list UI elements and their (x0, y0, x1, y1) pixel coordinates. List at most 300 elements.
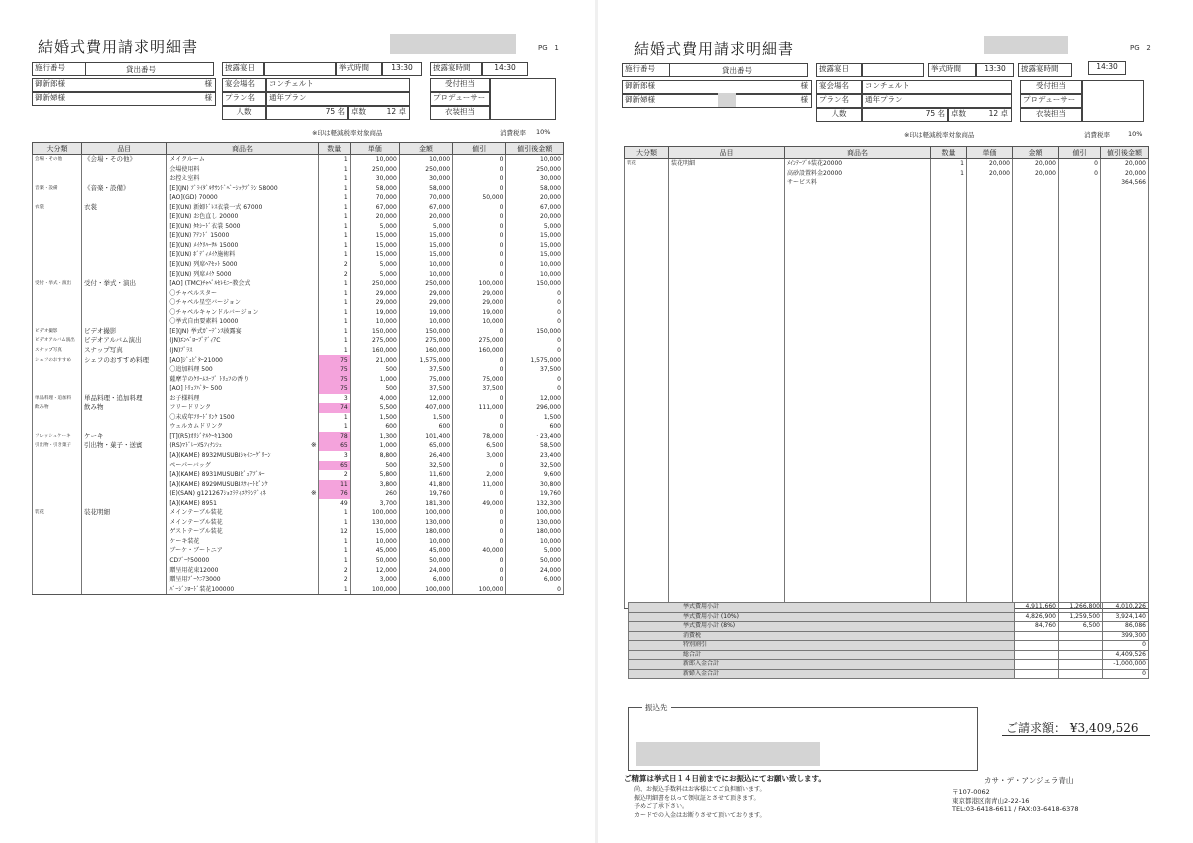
empty-cell (1013, 359, 1059, 369)
category-cell (33, 413, 82, 423)
summary-label: 挙式費用小計 (10%) (629, 612, 1015, 622)
category-cell: 飲み物 (33, 403, 82, 413)
empty-cell (1059, 522, 1101, 532)
net-amount-cell: 130,000 (506, 518, 564, 528)
product-cell: [E](JN) 挙式ｶﾞｰﾃﾞﾝｽ披露宴 (167, 327, 318, 337)
column-header: 値引後金額 (1101, 147, 1149, 159)
table-row (33, 527, 564, 537)
empty-cell (931, 522, 967, 532)
category-cell (33, 537, 82, 547)
discount-cell: 0 (453, 527, 506, 537)
item-cell (82, 270, 167, 280)
empty-cell (785, 274, 931, 284)
unit-price-cell: 600 (350, 422, 399, 432)
item-cell (82, 298, 167, 308)
empty-cell (1059, 579, 1101, 589)
unit-price-cell: 250,000 (350, 279, 399, 289)
product-cell: 〇追加料理 500 (167, 365, 318, 375)
amount-cell: 20,000 (399, 212, 452, 222)
net-amount-cell: 9,600 (506, 470, 564, 480)
redacted-name (718, 93, 736, 107)
table-row (33, 308, 564, 318)
empty-cell (1101, 570, 1149, 580)
empty-cell (1013, 293, 1059, 303)
item-cell: シェフのおすすめ料理 (82, 355, 167, 365)
empty-cell (625, 436, 669, 446)
item-cell (82, 384, 167, 394)
category-cell: 引出物・引き菓子 (33, 441, 82, 451)
item-cell (82, 174, 167, 184)
amount-cell: 11,600 (399, 470, 452, 480)
empty-cell (967, 321, 1013, 331)
qty-cell: 78 (318, 432, 350, 442)
empty-cell (1013, 570, 1059, 580)
qty-cell: 1 (318, 585, 350, 595)
item-cell (82, 308, 167, 318)
empty-cell (967, 369, 1013, 379)
empty-cell (1101, 264, 1149, 274)
empty-cell (967, 359, 1013, 369)
table-row (625, 331, 1149, 341)
empty-cell (1101, 188, 1149, 198)
product-cell: 高砂設置料金20000 (785, 169, 931, 179)
amount-cell: 15,000 (399, 231, 452, 241)
empty-cell (625, 312, 669, 322)
empty-cell (669, 398, 785, 408)
empty-cell (1059, 388, 1101, 398)
qty-cell: 1 (318, 308, 350, 318)
table-row (625, 369, 1149, 379)
product-cell: [AO] (TMC)ﾁｬﾍﾟﾙｾﾚﾓﾆｰ教会式 (167, 279, 318, 289)
venue-label: 宴会場名 (222, 78, 266, 92)
empty-cell (1101, 550, 1149, 560)
plan-label-2: プラン名 (816, 94, 862, 108)
empty-cell (1101, 512, 1149, 522)
kashidashi-label-2: 貸出番号 (722, 66, 752, 75)
empty-cell (1101, 407, 1149, 417)
item-cell (82, 422, 167, 432)
amount-cell: 12,000 (399, 394, 452, 404)
discount-cell: 0 (1059, 159, 1101, 169)
net-amount-cell: 296,000 (506, 403, 564, 413)
empty-cell (1013, 589, 1059, 599)
category-cell (33, 270, 82, 280)
qty-cell: 1 (318, 546, 350, 556)
item-cell: 《音楽・設備》 (82, 184, 167, 194)
empty-cell (1013, 340, 1059, 350)
table-row (33, 327, 564, 337)
amount-cell: 50,000 (399, 556, 452, 566)
empty-cell (785, 512, 931, 522)
empty-cell (625, 293, 669, 303)
amount-cell: 15,000 (399, 250, 452, 260)
table-row (33, 461, 564, 471)
empty-cell (967, 283, 1013, 293)
item-cell (82, 489, 167, 499)
table-row (33, 546, 564, 556)
unit-price-cell: 260 (350, 489, 399, 499)
redacted-bank (636, 742, 820, 766)
category-cell: 装花 (625, 159, 669, 169)
category-cell: 受付・挙式・演出 (33, 279, 82, 289)
unit-price-cell: 150,000 (350, 327, 399, 337)
net-amount-cell: 12,000 (506, 394, 564, 404)
empty-cell (625, 484, 669, 494)
doc-title: 結婚式費用請求明細書 (38, 38, 199, 56)
empty-cell (625, 379, 669, 389)
net-amount-cell: 600 (506, 422, 564, 432)
empty-cell (625, 235, 669, 245)
empty-cell (1013, 417, 1059, 427)
empty-cell (625, 531, 669, 541)
qty-cell: 1 (318, 203, 350, 213)
empty-cell (785, 321, 931, 331)
qty-cell: 75 (318, 355, 350, 365)
venue-value-2: コンチェルト (862, 80, 1012, 94)
empty-cell (1101, 493, 1149, 503)
qty-cell: 1 (318, 184, 350, 194)
empty-cell (967, 426, 1013, 436)
category-cell (33, 527, 82, 537)
net-amount-cell: 37,500 (506, 365, 564, 375)
product-cell: [E](JN) ﾌﾞﾗｲﾀﾞﾙｻｳﾝﾄﾞﾍﾞｰｼｯｸﾌﾟﾗﾝ 58000 (167, 184, 318, 194)
summary-value (1059, 660, 1103, 670)
category-cell (33, 241, 82, 251)
empty-cell (967, 245, 1013, 255)
empty-cell (967, 531, 1013, 541)
table-row (33, 203, 564, 213)
discount-cell: 0 (453, 231, 506, 241)
empty-cell (931, 188, 967, 198)
qty-cell: 2 (318, 575, 350, 585)
qty-cell: 1 (318, 231, 350, 241)
net-amount-cell: 10,000 (506, 155, 564, 165)
table-row (625, 493, 1149, 503)
table-row (33, 403, 564, 413)
product-cell: [AO](GD) 70000 (167, 193, 318, 203)
table-row (33, 336, 564, 346)
venue-label-2: 宴会場名 (816, 80, 862, 94)
unit-price-cell: 21,000 (350, 355, 399, 365)
empty-cell (1059, 560, 1101, 570)
product-cell: メイクルーム (167, 155, 318, 165)
discount-cell: 0 (453, 422, 506, 432)
product-cell: [AO] ﾄﾘｭﾌﾊﾞﾀｰ 500 (167, 384, 318, 394)
empty-cell (1059, 512, 1101, 522)
plan-value: 通年プラン (266, 92, 410, 106)
table-row (625, 379, 1149, 389)
empty-cell (967, 197, 1013, 207)
empty-cell (669, 522, 785, 532)
empty-cell (785, 254, 931, 264)
discount-cell: 0 (453, 222, 506, 232)
empty-cell (785, 350, 931, 360)
empty-cell (785, 455, 931, 465)
reduced-tax-mark: ※ (310, 489, 317, 498)
table-row (33, 575, 564, 585)
empty-cell (1101, 274, 1149, 284)
net-amount-cell: 180,000 (506, 527, 564, 537)
net-amount-cell: 0 (506, 336, 564, 346)
empty-cell (967, 388, 1013, 398)
unit-price-cell: 45,000 (350, 546, 399, 556)
empty-cell (931, 245, 967, 255)
summary-row (629, 650, 1149, 660)
empty-cell (625, 254, 669, 264)
empty-cell (931, 235, 967, 245)
empty-cell (669, 474, 785, 484)
table-row (33, 451, 564, 461)
empty-cell (785, 264, 931, 274)
unit-price-cell: 15,000 (350, 241, 399, 251)
empty-cell (1059, 312, 1101, 322)
item-cell (82, 470, 167, 480)
bride-row-2: 御新婦様 様 (622, 94, 812, 108)
empty-cell (669, 331, 785, 341)
net-amount-cell: 1,500 (506, 413, 564, 423)
item-cell (82, 480, 167, 490)
empty-cell (1013, 388, 1059, 398)
plan-label: プラン名 (222, 92, 266, 106)
discount-cell: 0 (453, 212, 506, 222)
empty-cell (1013, 503, 1059, 513)
empty-cell (669, 484, 785, 494)
item-cell (82, 556, 167, 566)
item-cell (82, 289, 167, 299)
empty-cell (931, 579, 967, 589)
category-cell: 会場・その他 (33, 155, 82, 165)
category-cell (33, 566, 82, 576)
table-row (625, 474, 1149, 484)
tax-rate-label: 消費税率 (500, 129, 526, 137)
empty-cell (785, 465, 931, 475)
table-row (33, 212, 564, 222)
category-cell (33, 384, 82, 394)
table-row (625, 407, 1149, 417)
amount-cell: 45,000 (399, 546, 452, 556)
empty-cell (1013, 407, 1059, 417)
discount-cell: 160,000 (453, 346, 506, 356)
table-row (33, 355, 564, 365)
item-cell (82, 527, 167, 537)
empty-cell (967, 216, 1013, 226)
empty-cell (1059, 455, 1101, 465)
qty-cell: 1 (318, 518, 350, 528)
ninzu-label-2: 人数 (816, 108, 862, 122)
empty-cell (625, 398, 669, 408)
empty-cell (931, 293, 967, 303)
empty-cell (1101, 465, 1149, 475)
empty-cell (931, 388, 967, 398)
empty-cell (669, 503, 785, 513)
table-row (33, 193, 564, 203)
net-amount-cell: 10,000 (506, 537, 564, 547)
empty-cell (931, 274, 967, 284)
amount-cell: 30,000 (399, 174, 452, 184)
item-cell (82, 375, 167, 385)
empty-cell (967, 493, 1013, 503)
table-row (625, 312, 1149, 322)
empty-cell (1013, 245, 1059, 255)
product-cell: お控え室料 (167, 174, 318, 184)
unit-price-cell: 1,500 (350, 413, 399, 423)
items-table-page1 (32, 142, 564, 595)
empty-cell (785, 398, 931, 408)
invoice-page-2 (598, 0, 1193, 843)
summary-value: 6,500 (1059, 622, 1103, 632)
qty-cell (931, 178, 967, 188)
item-cell (82, 451, 167, 461)
unit-price-cell: 1,000 (350, 441, 399, 451)
summary-label: 総合計 (629, 650, 1015, 660)
item-cell: 装花明細 (669, 159, 785, 169)
product-cell: [E](UN) ｱﾃﾝﾄﾞ 15000 (167, 231, 318, 241)
amount-cell: 75,000 (399, 375, 452, 385)
table-row (625, 359, 1149, 369)
net-amount-cell: 24,000 (506, 566, 564, 576)
unit-price-cell: 19,000 (350, 308, 399, 318)
empty-cell (967, 312, 1013, 322)
table-row (625, 340, 1149, 350)
empty-cell (625, 579, 669, 589)
product-cell: ブーケ・ブートニア (167, 546, 318, 556)
qty-cell: 75 (318, 375, 350, 385)
table-row (33, 270, 564, 280)
net-amount-cell: 250,000 (506, 165, 564, 175)
empty-cell (625, 188, 669, 198)
amount-cell: 600 (399, 422, 452, 432)
table-row (625, 226, 1149, 236)
product-cell: [E](UN) ﾀｷｼｰﾄﾞ衣裳 5000 (167, 222, 318, 232)
empty-cell (931, 321, 967, 331)
discount-cell: 0 (453, 461, 506, 471)
empty-cell (1059, 541, 1101, 551)
empty-cell (1059, 407, 1101, 417)
category-cell: フレッシュケーキ (33, 432, 82, 442)
unit-price-cell: 275,000 (350, 336, 399, 346)
table-row (33, 480, 564, 490)
qty-cell: 2 (318, 470, 350, 480)
category-cell (33, 260, 82, 270)
category-cell (33, 451, 82, 461)
ninzu-value: 75 名 (266, 106, 348, 120)
net-amount-cell: 30,800 (506, 480, 564, 490)
empty-cell (1013, 207, 1059, 217)
summary-value (1015, 641, 1059, 651)
table-row (33, 499, 564, 509)
unit-price-cell: 20,000 (967, 169, 1013, 179)
empty-cell (1101, 398, 1149, 408)
qty-cell: 1 (318, 155, 350, 165)
empty-cell (1013, 455, 1059, 465)
empty-cell (931, 465, 967, 475)
amount-cell: 26,400 (399, 451, 452, 461)
empty-cell (785, 570, 931, 580)
product-cell: [A](KAME) 8932MUSUBIｼｬｲﾆｰｸﾞﾘｰﾝ (167, 451, 318, 461)
unit-price-cell: 58,000 (350, 184, 399, 194)
product-cell: [E](UN) 新婦ﾄﾞﾚｽ衣裳一式 67000 (167, 203, 318, 213)
hiroen-time: 14:30 (482, 62, 528, 76)
empty-cell (967, 293, 1013, 303)
table-row (625, 264, 1149, 274)
unit-price-cell: 20,000 (967, 159, 1013, 169)
table-row (625, 522, 1149, 532)
qty-cell: 1 (318, 317, 350, 327)
table-row (625, 197, 1149, 207)
empty-cell (1101, 436, 1149, 446)
empty-cell (625, 359, 669, 369)
empty-cell (967, 436, 1013, 446)
table-row (625, 550, 1149, 560)
ninzu-label: 人数 (222, 106, 266, 120)
empty-cell (625, 331, 669, 341)
table-row (625, 169, 1149, 179)
empty-cell (1013, 188, 1059, 198)
qty-cell: 1 (931, 169, 967, 179)
amount-cell: 37,500 (399, 384, 452, 394)
amount-cell: 20,000 (1013, 159, 1059, 169)
category-cell: 衣裳 (33, 203, 82, 213)
table-row (625, 188, 1149, 198)
empty-cell (785, 369, 931, 379)
empty-cell (625, 388, 669, 398)
empty-cell (625, 302, 669, 312)
qty-cell: 11 (318, 480, 350, 490)
item-cell (82, 518, 167, 528)
item-cell: ビデオアルバム演出 (82, 336, 167, 346)
bride-row: 御新婦様 様 (32, 92, 216, 106)
unit-price-cell: 3,800 (350, 480, 399, 490)
item-cell (82, 212, 167, 222)
unit-price-cell: 500 (350, 384, 399, 394)
net-amount-cell: 32,500 (506, 461, 564, 471)
discount-cell: 0 (453, 518, 506, 528)
category-cell: ビデオ撮影 (33, 327, 82, 337)
empty-cell (931, 560, 967, 570)
table-row (625, 245, 1149, 255)
empty-cell (669, 312, 785, 322)
column-header: 値引 (453, 143, 506, 155)
empty-cell (967, 398, 1013, 408)
amount-cell: 67,000 (399, 203, 452, 213)
summary-row (629, 631, 1149, 641)
empty-cell (931, 512, 967, 522)
table-row (33, 289, 564, 299)
empty-cell (1101, 531, 1149, 541)
summary-label: 消費税 (629, 631, 1015, 641)
empty-cell (931, 455, 967, 465)
tax-rate: 10% (536, 128, 551, 136)
category-cell (33, 165, 82, 175)
empty-cell (1059, 436, 1101, 446)
net-amount-cell: 0 (506, 289, 564, 299)
summary-row (629, 622, 1149, 632)
empty-cell (931, 426, 967, 436)
groom-row: 御新郎様 様 (32, 78, 216, 92)
net-amount-cell: 0 (506, 308, 564, 318)
net-amount-cell: 20,000 (1101, 169, 1149, 179)
empty-cell (1059, 245, 1101, 255)
discount-cell: 40,000 (453, 546, 506, 556)
empty-cell (669, 379, 785, 389)
table-row (625, 159, 1149, 169)
empty-cell (1059, 207, 1101, 217)
unit-price-cell: 5,000 (350, 222, 399, 232)
empty-cell (1059, 474, 1101, 484)
empty-cell (1059, 350, 1101, 360)
empty-cell (1013, 445, 1059, 455)
empty-cell (1013, 379, 1059, 389)
